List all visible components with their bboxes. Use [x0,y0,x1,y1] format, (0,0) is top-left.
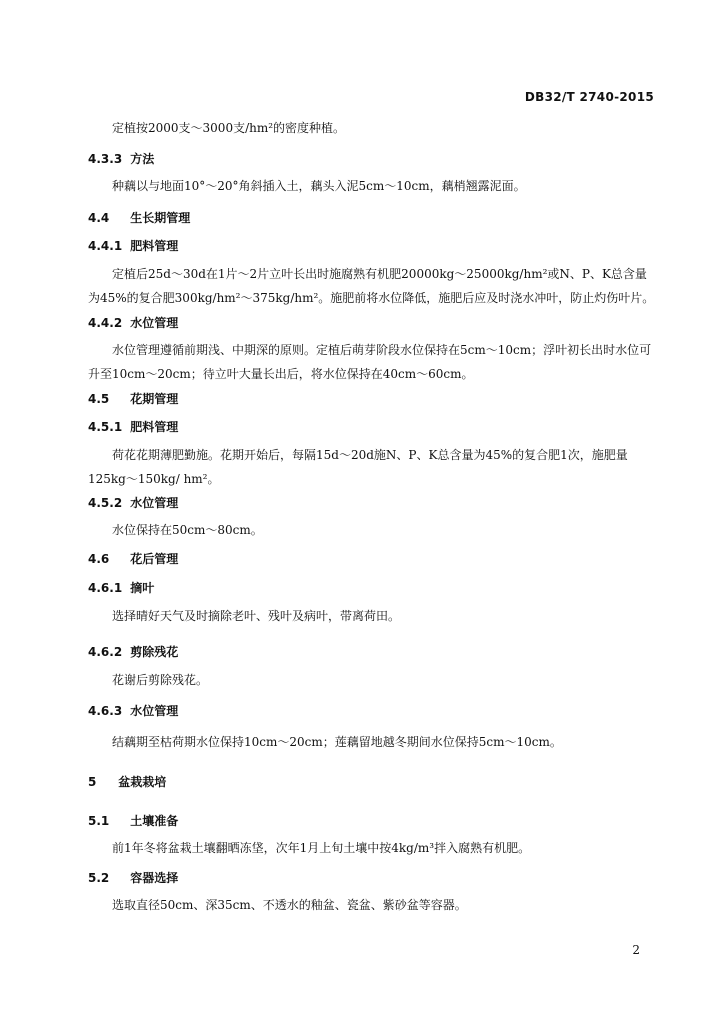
heading-5 [88,773,724,790]
section-title: 剪除残花 [130,645,179,659]
paragraph-water-post-flowering: 结藕期至枯荷期水位保持10cm～20cm；莲藕留地越冬期间水位保持5cm～10cm。 [112,735,562,749]
section-title: 肥料管理 [130,239,179,253]
heading-4-6-2 [88,643,724,660]
section-number: 4.4.2 [88,316,123,330]
section-title: 肥料管理 [130,420,179,434]
section-number: 5.2 [88,871,110,885]
section-number: 4.6.2 [88,645,123,659]
paragraph-method: 种藕以与地面10°～20°角斜插入土，藕头入泥5cm～10cm，藕梢翘露泥面。 [112,179,526,193]
section-title: 土壤准备 [130,814,179,828]
section-number: 4.4.1 [88,239,123,253]
paragraph-soil-preparation: 前1年冬将盆栽土壤翻晒冻垡，次年1月上旬土壤中按4kg/m³拌入腐熟有机肥。 [112,841,531,855]
section-title: 生长期管理 [130,211,191,225]
heading-5-1 [88,812,724,829]
heading-4-5-2 [88,494,724,511]
section-number: 5 [88,775,97,789]
paragraph-container-selection: 选取直径50cm、深35cm、不透水的釉盆、瓷盆、紫砂盆等容器。 [112,898,467,912]
section-number: 4.6.1 [88,581,123,595]
paragraph-fertilizer-flowering: 荷花花期薄肥勤施。花期开始后，每隔15d～20d施N、P、K总含量为45%的复合肥1次，施肥量125kg～150kg/ hm²。 [88,448,628,486]
section-title: 花后管理 [130,552,179,566]
section-number: 4.6 [88,552,110,566]
page-number: 2 [632,943,640,957]
section-title: 水位管理 [130,316,179,330]
paragraph-fertilizer-growth: 定植后25d～30d在1片～2片立叶长出时施腐熟有机肥20000kg～25000kg/hm²或N、P、K总含量为45%的复合肥300kg/hm²～375kg/hm²。施肥前将水位降低，施肥后应及时浇水冲叶，防止灼伤叶片。 [88,267,655,305]
heading-4-6-1 [88,579,724,596]
section-number: 4.5 [88,392,110,406]
heading-4-5 [88,390,724,407]
section-number: 4.5.2 [88,496,123,510]
section-title: 花期管理 [130,392,179,406]
heading-4-4-1 [88,237,724,254]
heading-4-5-1 [88,418,724,435]
heading-4-4 [88,209,724,226]
paragraph-water-flowering: 水位保持在50cm～80cm。 [112,523,263,537]
heading-4-6 [88,550,724,567]
section-title: 水位管理 [130,496,179,510]
section-number: 4.4 [88,211,110,225]
heading-4-6-3 [88,702,724,719]
section-number: 5.1 [88,814,110,828]
section-title: 水位管理 [130,704,179,718]
heading-5-2 [88,869,724,886]
paragraph-leaf-removal: 选择晴好天气及时摘除老叶、残叶及病叶，带离荷田。 [112,609,401,623]
paragraph-planting-density: 定植按2000支～3000支/hm²的密度种植。 [112,121,346,135]
section-number: 4.5.1 [88,420,123,434]
section-title: 摘叶 [130,581,155,595]
section-title: 方法 [130,152,155,166]
paragraph-deadheading: 花谢后剪除残花。 [112,673,209,687]
heading-4-4-2 [88,314,724,331]
section-title: 容器选择 [130,871,179,885]
section-number: 4.6.3 [88,704,123,718]
section-title: 盆栽栽培 [118,775,167,789]
paragraph-water-growth: 水位管理遵循前期浅、中期深的原则。定植后萌芽阶段水位保持在5cm～10cm；浮叶初长出时水位可升至10cm～20cm；待立叶大量长出后，将水位保持在40cm～60cm。 [88,343,652,381]
section-number: 4.3.3 [88,152,123,166]
document-code: DB32/T 2740-2015 [524,90,654,104]
heading-4-3-3 [88,150,724,167]
